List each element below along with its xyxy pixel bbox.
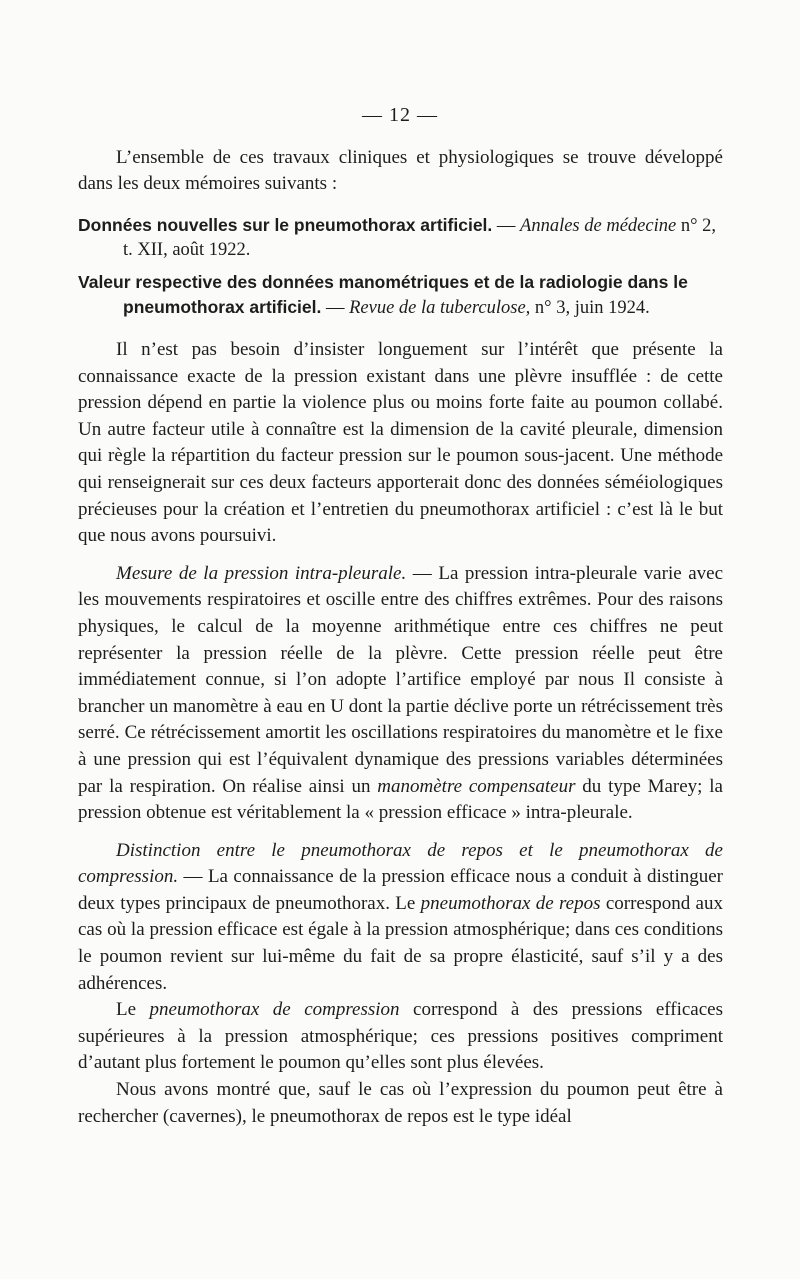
intro-text: L’ensemble de ces travaux cliniques et physiologiques se trouve développé dans les deux mémoires suivants : [78,147,723,194]
section-lead: Distinction entre le pneumothorax de repos et le pneumothorax de compression. [78,839,723,888]
reference-source: Revue de la tuberculose, [349,298,531,318]
main-text [78,337,723,1141]
reference-dash: — [492,216,521,236]
paragraph-text: correspond aux cas où la pression efficace est égale à la pression atmosphérique; dans ces conditions le poumon revient sur lui-même du fait de sa propre élasticité, sauf s’il y a des adhérences. [78,892,723,994]
paragraph-text: correspond à des pressions efficaces supérieures à la pression atmosphérique; ces pressions positives compriment d’autant plus fortement le poumon qu’elles sont plus élevées. [78,999,724,1074]
paragraph: Il n’est pas besoin d’insister longuement sur l’intérêt que présente la connaissance exacte de la pression existant dans une plèvre insufflée : de cette pression dépend en partie la violence plus ou moins forte faite au poumon collabé. Un autre facteur utile à connaître est la dimension de la cavité pleurale, dimension qui règle la répartition du facteur pression sur le poumon sous-jacent. Une méthode qui renseignerait sur ces deux facteurs apporterait donc des données séméiologiques précieuses pour la création et l’entretien du pneumothorax artificiel : c’est là le but que nous avons poursuivi. [78,339,723,547]
paragraph [78,997,723,1077]
paragraph-text: Le [116,999,150,1021]
paragraph-text: — La pression intra-pleurale varie avec les mouvements respiratoires et oscille entre des chiffres extrêmes. Pour des raisons physiques, le calcul de la moyenne arithmétique entre ces chiffres ne peut représenter la pression réelle de la plèvre. Cette pression réelle peut être immédiatement connue, si l’on adopte l’artifice employé par nous Il consiste à brancher un manomètre à eau en U dont la partie déclive porte un rétrécissement très serré. Ce rétrécissement amortit les oscillations respiratoires du manomètre et le fixe à une pression qui est l’équivalent dynamique des pressions variables déterminées par la respiration. On réalise ainsi un [78,562,724,797]
reference-item [78,270,723,320]
paragraph-text: — La connaissance de la pression efficace nous a conduit à distinguer deux types principaux de pneumothorax. Le [78,866,723,914]
reference-details: n° 3, juin 1924. [530,298,650,318]
intro-paragraph [78,145,723,197]
reference-item [78,213,723,262]
paragraph [78,561,723,827]
reference-source: Annales de médecine [520,216,677,236]
paragraph [78,838,723,998]
paragraph: Nous avons montré que, sauf le cas où l’expression du poumon peut être à rechercher (cavernes), le pneumothorax de repos est le type idéal [78,1079,723,1127]
emphasis-text: pneumothorax de compression [149,999,400,1021]
section-lead: Mesure de la pression intra-pleurale. [116,562,407,584]
reference-title: Valeur respective des données manométriques et de la radiologie dans le pneumothorax artificiel. [78,272,688,317]
emphasis-text: pneumothorax de repos [420,892,601,914]
page-number: — 12 — [362,104,438,126]
reference-title: Données nouvelles sur le pneumothorax artificiel. [78,215,493,235]
reference-list [78,213,723,328]
reference-dash: — [321,298,350,318]
emphasis-text: manomètre compensateur [377,775,576,797]
paragraph-text: du type Marey; la pression obtenue est véritablement la « pression efficace » intra-pleurale. [78,775,723,824]
reference-details: n° 2, t. XII, août 1922. [123,216,716,260]
